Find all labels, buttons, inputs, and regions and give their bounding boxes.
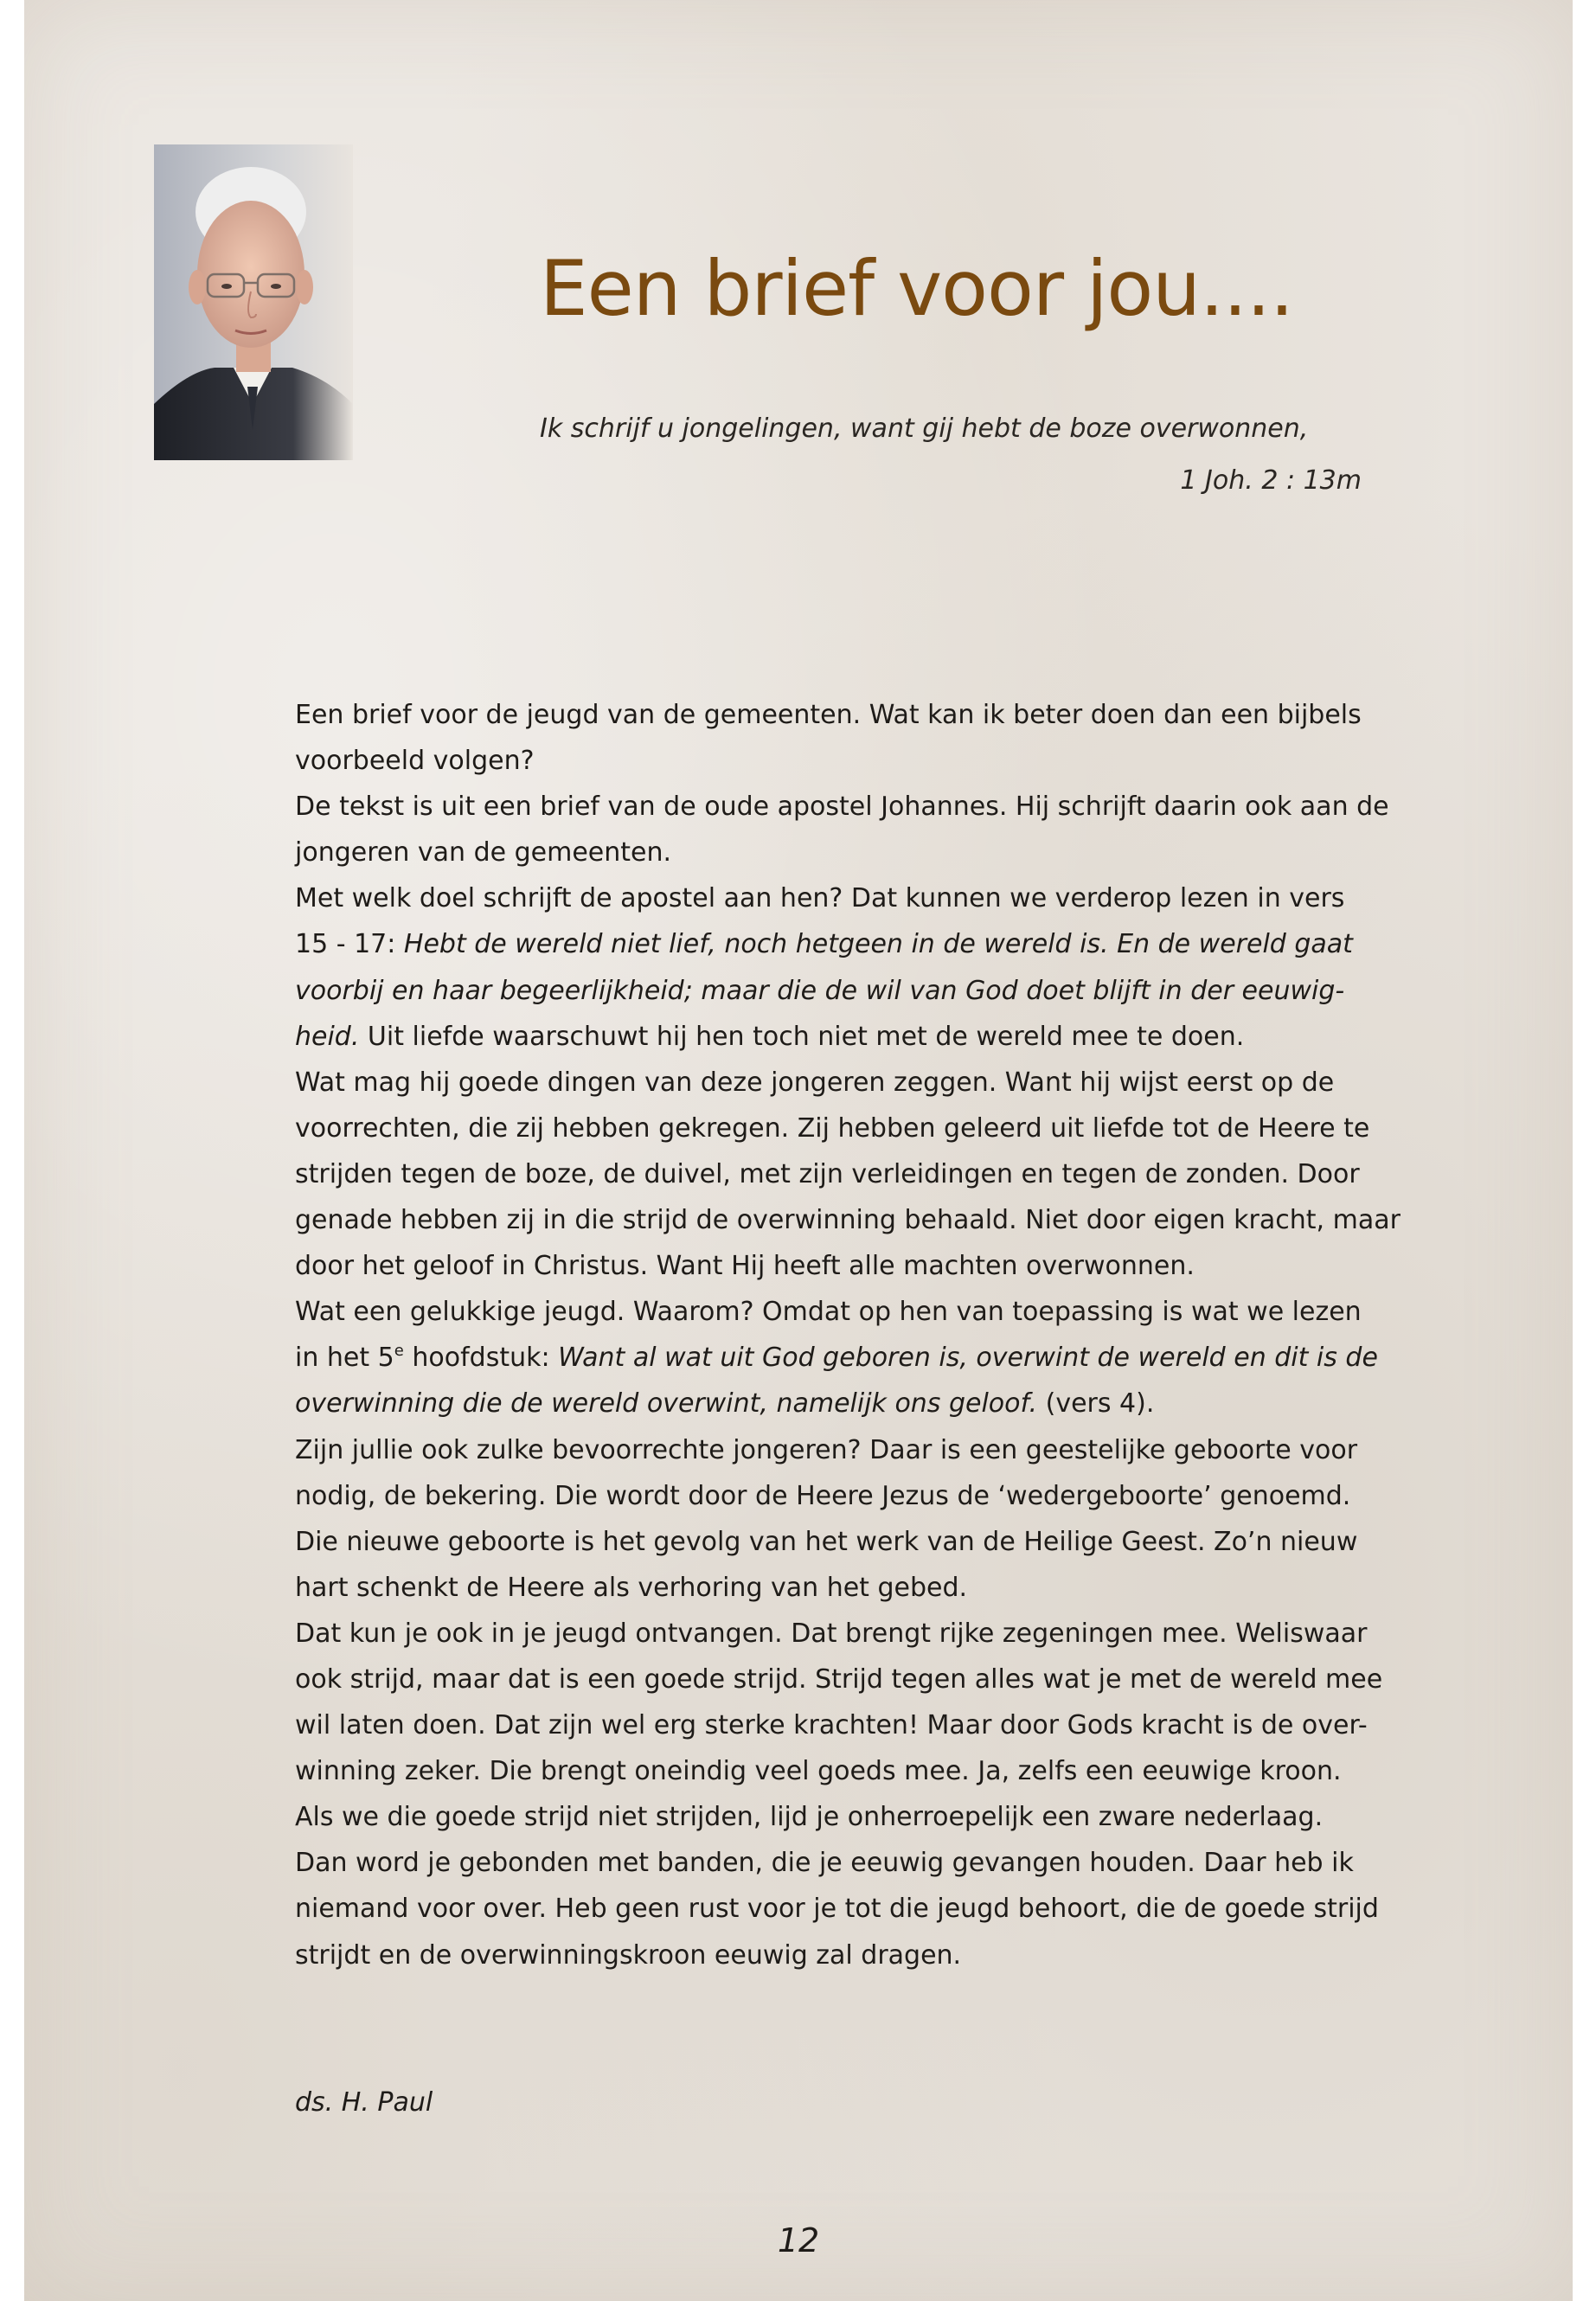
body-line: winning zeker. Die brengt oneindig veel goeds mee. Ja, zelfs een eeuwige kroon. bbox=[295, 1756, 1342, 1787]
body-line: hart schenkt de Heere als verhoring van het gebed. bbox=[295, 1572, 968, 1603]
verse-range: 15 - 17: bbox=[295, 929, 404, 960]
body-line bbox=[295, 1335, 1394, 1381]
scripture-citation: voorbij en haar begeerlijkheid; maar die de wil van God doet blijft in der eeuwig- bbox=[295, 975, 1345, 1006]
body-line: Zijn jullie ook zulke bevoorrechte jongeren? Daar is een geestelijke geboorte voor bbox=[295, 1434, 1358, 1465]
body-text-segment: in het 5 bbox=[295, 1343, 394, 1374]
body-line: Met welk doel schrijft de apostel aan hen? Dat kunnen we verderop lezen in vers bbox=[295, 883, 1345, 914]
body-line: Als we die goede strijd niet strijden, lijd je onherroepelijk een zware nederlaag. bbox=[295, 1802, 1324, 1833]
body-line: niemand voor over. Heb geen rust voor je tot die jeugd behoort, die de goede strijd bbox=[295, 1894, 1379, 1925]
body-line: strijdt en de overwinningskroon eeuwig zal dragen. bbox=[295, 1939, 962, 1971]
body-line: strijden tegen de boze, de duivel, met zijn verleidingen en tegen de zonden. Door bbox=[295, 1158, 1360, 1189]
body-line: Een brief voor de jeugd van de gemeenten. Wat kan ik beter doen dan een bijbels bbox=[295, 700, 1362, 730]
scripture-citation: overwinning die de wereld overwint, namelijk ons geloof. bbox=[295, 1388, 1038, 1420]
body-line: genade hebben zij in die strijd de overwinning behaald. Niet door eigen kracht, maar bbox=[295, 1205, 1401, 1236]
scripture-citation: heid. bbox=[295, 1021, 360, 1052]
scripture-citation: Want al wat uit God geboren is, overwint de wereld en dit is de bbox=[558, 1343, 1378, 1374]
body-line bbox=[295, 968, 1394, 1014]
body-line: Dan word je gebonden met banden, die je eeuwig gevangen houden. Daar heb ik bbox=[295, 1848, 1354, 1879]
body-text-segment: Uit liefde waarschuwt hij hen toch niet met de wereld mee te doen. bbox=[359, 1021, 1245, 1052]
letter-body bbox=[295, 692, 1401, 1978]
body-line bbox=[295, 1381, 1394, 1426]
body-line: Dat kun je ook in je jeugd ontvangen. Dat brengt rijke zegeningen mee. Weliswaar bbox=[295, 1618, 1368, 1649]
superscript: e bbox=[394, 1342, 404, 1361]
signature: ds. H. Paul bbox=[295, 2087, 433, 2118]
body-line: voorbeeld volgen? bbox=[295, 746, 535, 777]
body-line bbox=[295, 921, 1394, 967]
body-line: Wat mag hij goede dingen van deze jongeren zeggen. Want hij wijst eerst op de bbox=[295, 1067, 1335, 1098]
page-title: Een brief voor jou.... bbox=[540, 244, 1293, 333]
scripture-quote: Ik schrijf u jongelingen, want gij hebt de boze overwonnen, bbox=[540, 413, 1309, 444]
body-line: Die nieuwe geboorte is het gevolg van het werk van de Heilige Geest. Zo’n nieuw bbox=[295, 1526, 1358, 1557]
body-line: Wat een gelukkige jeugd. Waarom? Omdat op hen van toepassing is wat we lezen bbox=[295, 1297, 1362, 1328]
scripture-reference: 1 Joh. 2 : 13m bbox=[1180, 465, 1362, 496]
body-line: nodig, de bekering. Die wordt door de Heere Jezus de ‘wedergeboorte’ genoemd. bbox=[295, 1480, 1351, 1511]
author-portrait bbox=[154, 144, 353, 460]
body-line: door het geloof in Christus. Want Hij heeft alle machten overwonnen. bbox=[295, 1251, 1195, 1282]
body-line bbox=[295, 1014, 1394, 1060]
body-line: ook strijd, maar dat is een goede strijd. Strijd tegen alles wat je met de wereld mee bbox=[295, 1663, 1383, 1695]
body-line: jongeren van de gemeenten. bbox=[295, 837, 672, 868]
body-text-segment: hoofdstuk: bbox=[403, 1343, 559, 1374]
page bbox=[24, 0, 1573, 2301]
body-line: De tekst is uit een brief van de oude apostel Johannes. Hij schrijft daarin ook aan de bbox=[295, 792, 1389, 823]
body-line: voorrechten, die zij hebben gekregen. Zij hebben geleerd uit liefde tot de Heere te bbox=[295, 1112, 1370, 1144]
body-line: wil laten doen. Dat zijn wel erg sterke krachten! Maar door Gods kracht is de over- bbox=[295, 1710, 1368, 1741]
page-number: 12 bbox=[777, 2221, 820, 2259]
scripture-citation: Hebt de wereld niet lief, noch hetgeen in de wereld is. En de wereld gaat bbox=[403, 929, 1353, 960]
author-portrait-image bbox=[154, 144, 353, 460]
body-text-segment: (vers 4). bbox=[1037, 1388, 1155, 1420]
